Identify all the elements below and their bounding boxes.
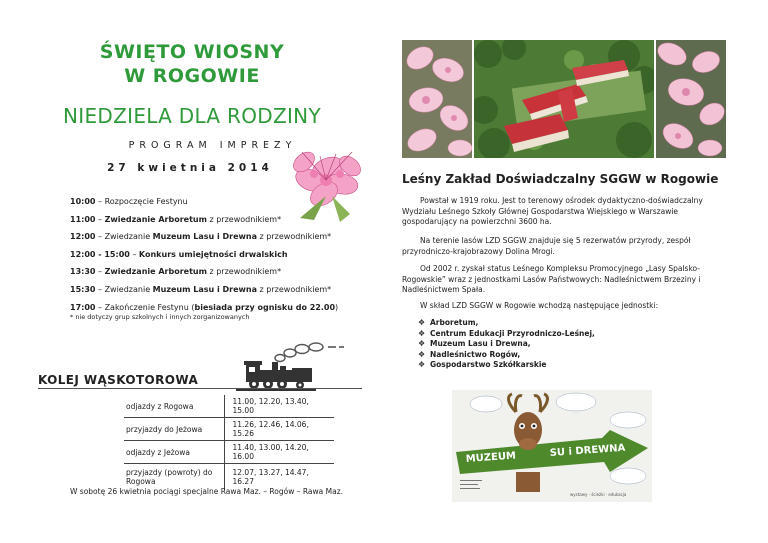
list-item bbox=[418, 318, 595, 329]
timetable-label: przyjazdy (powroty) do Rogowa bbox=[124, 464, 224, 490]
unit-label: Arboretum, bbox=[430, 318, 479, 327]
schedule-sep: – bbox=[95, 302, 105, 312]
schedule-text-post: ) bbox=[335, 302, 339, 312]
lzd-paragraph: Na terenie lasów LZD SGGW znajduje się 5 rezerwatów przyrody, zespół przyrodniczo-krajobrazowy Dolina Mrogi. bbox=[402, 236, 691, 256]
museum-poster-image bbox=[452, 390, 652, 502]
event-title-line1: ŚWIĘTO WIOSNY bbox=[99, 41, 285, 63]
schedule-text: Zwiedzanie bbox=[104, 232, 153, 242]
schedule-time: 13:30 bbox=[70, 267, 96, 277]
lzd-units-list bbox=[418, 318, 595, 371]
schedule-bold: Zwiedzanie Arboretum bbox=[104, 214, 207, 224]
unit-label: Centrum Edukacji Przyrodniczo-Leśnej, bbox=[430, 328, 595, 338]
schedule-time: 17:00 bbox=[70, 302, 96, 312]
event-date: 27 kwietnia 2014 bbox=[107, 162, 273, 174]
railway-special-note: W sobotę 26 kwietnia pociągi specjalne Rawa Maz. – Rogów – Rawa Maz. bbox=[70, 487, 344, 496]
lzd-paragraph: Od 2002 r. zyskał status Leśnego Kompleksu Promocyjnego „Lasy Spalsko-Rogowskie” wraz z jednostkami Lasów Państwowych: Nadleśnictwem Brzeziny i Nadleśnictwem Spała. bbox=[402, 264, 701, 294]
diamond-bullet-icon: ❖ bbox=[418, 339, 426, 349]
schedule-sep: – bbox=[129, 249, 139, 259]
schedule-time: 11:00 bbox=[70, 214, 96, 224]
schedule-item bbox=[70, 228, 390, 246]
steam-train-icon bbox=[236, 336, 346, 392]
schedule-bold: Zwiedzanie Arboretum bbox=[104, 267, 207, 277]
program-label: PROGRAM IMPREZY bbox=[128, 140, 297, 151]
table-row bbox=[124, 441, 334, 464]
railway-title: KOLEJ WĄSKOTOROWA bbox=[38, 373, 199, 387]
timetable-times: 11.00, 12.20, 13.40, 15.00 bbox=[224, 395, 334, 418]
schedule-item bbox=[70, 211, 390, 229]
table-row bbox=[124, 395, 334, 418]
schedule-item bbox=[70, 193, 390, 211]
schedule-bold: biesiada przy ognisku do 22.00 bbox=[194, 302, 336, 312]
schedule-item bbox=[70, 281, 390, 299]
schedule-bold: Muzeum Lasu i Drewna bbox=[152, 284, 257, 294]
lzd-paragraph: Powstał w 1919 roku. Jest to terenowy ośrodek dydaktyczno-doświadczalny Wydziału Leśnego Szkoły Głównej Gospodarstwa Wiejskiego w Warszawie gospodarujący na powierzchni 3600 ha. bbox=[402, 196, 703, 226]
schedule-time: 15:30 bbox=[70, 284, 96, 294]
diamond-bullet-icon: ❖ bbox=[418, 360, 426, 370]
schedule-text-post: z przewodnikiem* bbox=[257, 284, 332, 294]
schedule-time: 12:00 bbox=[70, 232, 96, 242]
list-item bbox=[418, 329, 595, 340]
schedule-list bbox=[70, 193, 390, 316]
railway-title-rule bbox=[38, 388, 362, 389]
diamond-bullet-icon: ❖ bbox=[418, 328, 426, 338]
unit-label: Gospodarstwo Szkółkarskie bbox=[430, 360, 547, 370]
schedule-bold: Konkurs umiejętności drwalskich bbox=[138, 249, 288, 259]
event-title bbox=[0, 40, 384, 88]
unit-label: Nadleśnictwo Rogów, bbox=[430, 349, 521, 359]
schedule-text: Rozpoczęcie Festynu bbox=[104, 197, 188, 206]
timetable-label: odjazdy z Jeżowa bbox=[124, 441, 224, 464]
schedule-text-post: z przewodnikiem* bbox=[206, 267, 282, 277]
schedule-sep: – bbox=[95, 214, 105, 224]
schedule-sep: – bbox=[95, 232, 105, 242]
list-item bbox=[418, 350, 595, 361]
table-row bbox=[124, 464, 334, 490]
schedule-sep: – bbox=[95, 284, 105, 294]
schedule-sep: – bbox=[95, 267, 105, 277]
schedule-item bbox=[70, 246, 390, 264]
poster-caption: wystawy · ścieżki · edukacja bbox=[570, 492, 627, 497]
timetable-times: 11.26, 12.46, 14.06, 15.26 bbox=[224, 418, 334, 441]
event-subtitle: NIEDZIELA DLA RODZINY bbox=[63, 104, 321, 128]
timetable-times: 11.40, 13.00, 14.20, 16.00 bbox=[224, 441, 334, 464]
schedule-text: Zwiedzanie bbox=[104, 284, 153, 294]
timetable-label: odjazdy z Rogowa bbox=[124, 395, 224, 418]
table-row bbox=[124, 418, 334, 441]
diamond-bullet-icon: ❖ bbox=[418, 349, 426, 359]
poster-banner-left: MUZEUM bbox=[465, 450, 517, 465]
schedule-footnote: * nie dotyczy grup szkolnych i innych zorganizowanych bbox=[70, 313, 250, 321]
schedule-bold: Muzeum Lasu i Drewna bbox=[152, 232, 257, 242]
schedule-item bbox=[70, 263, 390, 281]
schedule-sep: – bbox=[95, 197, 105, 206]
unit-label: Muzeum Lasu i Drewna, bbox=[430, 339, 531, 349]
poster-banner-right: SU i DREWNA bbox=[549, 442, 626, 459]
list-item bbox=[418, 339, 595, 350]
timetable-times: 12.07, 13.27, 14.47, 16.27 bbox=[232, 467, 309, 486]
magnolia-photo-left bbox=[402, 40, 472, 158]
timetable-label: przyjazdy do Jeżowa bbox=[124, 418, 224, 441]
railway-timetable bbox=[124, 395, 334, 490]
event-title-line2: W ROGOWIE bbox=[124, 65, 260, 87]
schedule-text-post: z przewodnikiem* bbox=[257, 232, 332, 242]
schedule-text: Zakończenie Festynu ( bbox=[104, 302, 195, 312]
list-item bbox=[418, 360, 595, 371]
schedule-text-post: z przewodnikiem* bbox=[206, 214, 282, 224]
aerial-building-photo bbox=[474, 40, 654, 158]
schedule-time: 10:00 bbox=[70, 197, 96, 206]
lzd-title: Leśny Zakład Doświadczalny SGGW w Rogowie bbox=[402, 172, 719, 186]
lzd-paragraph: W skład LZD SGGW w Rogowie wchodzą następujące jednostki: bbox=[420, 301, 659, 310]
magnolia-photo-right bbox=[656, 40, 726, 158]
schedule-time: 12:00 - 15:00 bbox=[70, 249, 130, 259]
diamond-bullet-icon: ❖ bbox=[418, 318, 426, 327]
